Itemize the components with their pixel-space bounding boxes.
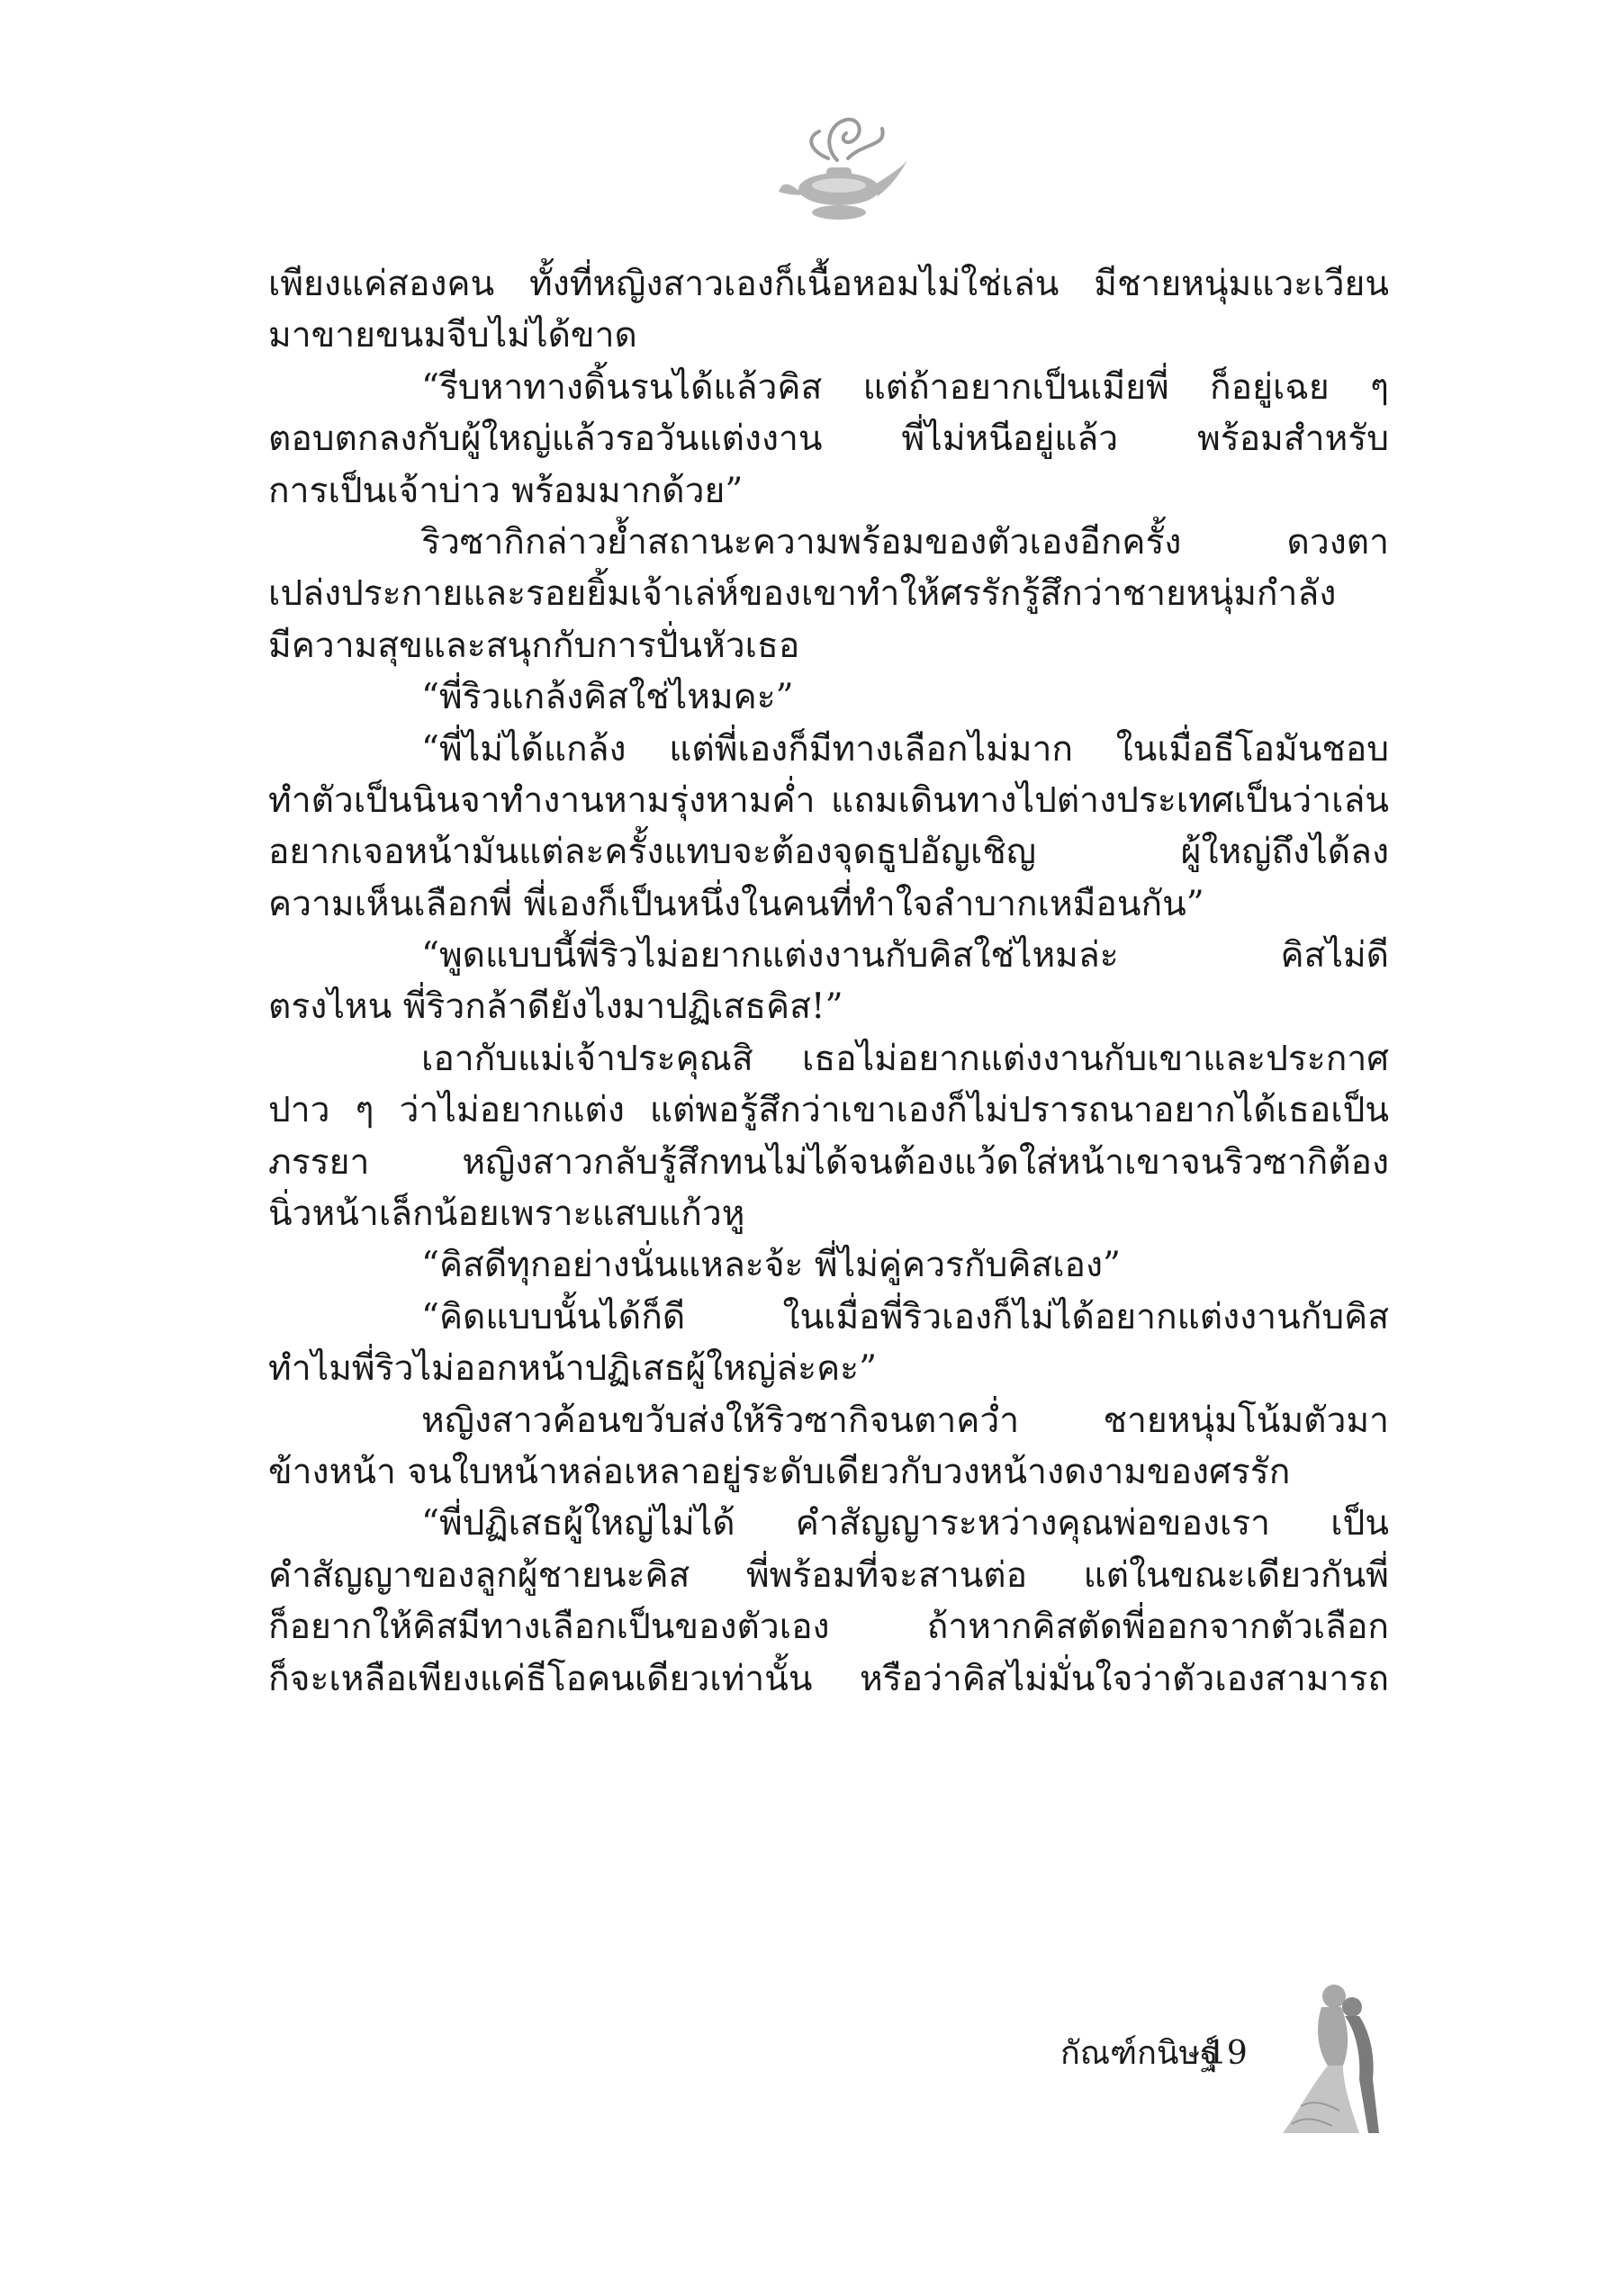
text-line: อยากเจอหน้ามันแต่ละครั้งแทบจะต้องจุดธูปอัญเชิญ ผู้ใหญ่ถึงได้ลง (268, 832, 1389, 873)
body-text (268, 258, 1389, 1705)
text-line: ข้างหน้า จนใบหน้าหล่อเหลาอยู่ระดับเดียวกับวงหน้างดงามของศรรัก (268, 1451, 1291, 1492)
text-line: ตรงไหน พี่ริวกล้าดียังไงมาปฏิเสธคิส!” (268, 986, 843, 1028)
text-line: เปล่งประกายและรอยยิ้มเจ้าเล่ห์ของเขาทำให้ศรรักรู้สึกว่าชายหนุ่มกำลัง (268, 573, 1337, 615)
text-line: “พูดแบบนี้พี่ริวไม่อยากแต่งงานกับคิสใช่ไหมล่ะ คิสไม่ดี (421, 935, 1389, 977)
text-line: นิ่วหน้าเล็กน้อยเพราะแสบแก้วหู (268, 1193, 745, 1235)
page-number: 19 (1206, 2035, 1248, 2072)
text-line: “พี่ปฏิเสธผู้ใหญ่ไม่ได้ คำสัญญาระหว่างคุณพ่อของเรา เป็น (421, 1503, 1389, 1544)
footer-author: กัณฑ์กนิษฐ์ (1060, 2035, 1219, 2072)
text-line: มีความสุขและสนุกกับการปั่นหัวเธอ (268, 625, 800, 666)
text-line: ทำตัวเป็นนินจาทำงานหามรุ่งหามค่ำ แถมเดินทางไปต่างประเทศเป็นว่าเล่น (268, 779, 1389, 821)
genie-lamp-icon (774, 106, 909, 228)
text-line: “คิสดีทุกอย่างนั่นแหละจ้ะ พี่ไม่คู่ควรกับคิสเอง” (421, 1245, 1121, 1286)
text-line: ภรรยา หญิงสาวกลับรู้สึกทนไม่ได้จนต้องแว้ดใส่หน้าเขาจนริวซากิต้อง (268, 1141, 1389, 1183)
text-line: คำสัญญาของลูกผู้ชายนะคิส พี่พร้อมที่จะสานต่อ แต่ในขณะเดียวกันพี่ (268, 1554, 1389, 1596)
text-line: “พี่ริวแกล้งคิสใช่ไหมคะ” (421, 677, 794, 718)
text-line: ตอบตกลงกับผู้ใหญ่แล้วรอวันแต่งงาน พี่ไม่หนีอยู่แล้ว พร้อมสำหรับ (268, 419, 1389, 460)
text-line: มาขายขนมจีบไม่ได้ขาด (268, 315, 637, 356)
text-line: เพียงแค่สองคน ทั้งที่หญิงสาวเองก็เนื้อหอมไม่ใช่เล่น มีชายหนุ่มแวะเวียน (268, 264, 1389, 304)
text-line: ความเห็นเลือกพี่ พี่เองก็เป็นหนึ่งในคนที่ทำใจลำบากเหมือนกัน” (268, 883, 1204, 924)
couple-illustration-icon (1278, 1980, 1382, 2138)
text-line: เอากับแม่เจ้าประคุณสิ เธอไม่อยากแต่งงานกับเขาและประกาศ (421, 1038, 1389, 1079)
text-line: “พี่ไม่ได้แกล้ง แต่พี่เองก็มีทางเลือกไม่มาก ในเมื่อธีโอมันชอบ (421, 728, 1389, 770)
text-line: การเป็นเจ้าบ่าว พร้อมมากด้วย” (268, 470, 744, 511)
text-line: หญิงสาวค้อนขวับส่งให้ริวซากิจนตาคว่ำ ชายหนุ่มโน้มตัวมา (421, 1400, 1389, 1441)
text-line: “รีบหาทางดิ้นรนได้แล้วคิส แต่ถ้าอยากเป็นเมียพี่ ก็อยู่เฉย ๆ (421, 366, 1389, 408)
text-line: ก็จะเหลือเพียงแค่ธีโอคนเดียวเท่านั้น หรือว่าคิสไม่มั่นใจว่าตัวเองสามารถ (268, 1658, 1389, 1699)
text-line: “คิดแบบนั้นได้ก็ดี ในเมื่อพี่ริวเองก็ไม่ได้อยากแต่งงานกับคิส (421, 1296, 1389, 1337)
text-line: ทำไมพี่ริวไม่ออกหน้าปฏิเสธผู้ใหญ่ล่ะคะ” (268, 1348, 878, 1390)
text-line: ริวซากิกล่าวย้ำสถานะความพร้อมของตัวเองอีกครั้ง ดวงตา (421, 521, 1389, 563)
text-line: ก็อยากให้คิสมีทางเลือกเป็นของตัวเอง ถ้าหากคิสตัดพี่ออกจากตัวเลือก (268, 1607, 1389, 1648)
text-line: ปาว ๆ ว่าไม่อยากแต่ง แต่พอรู้สึกว่าเขาเองก็ไม่ปรารถนาอยากได้เธอเป็น (268, 1090, 1389, 1131)
